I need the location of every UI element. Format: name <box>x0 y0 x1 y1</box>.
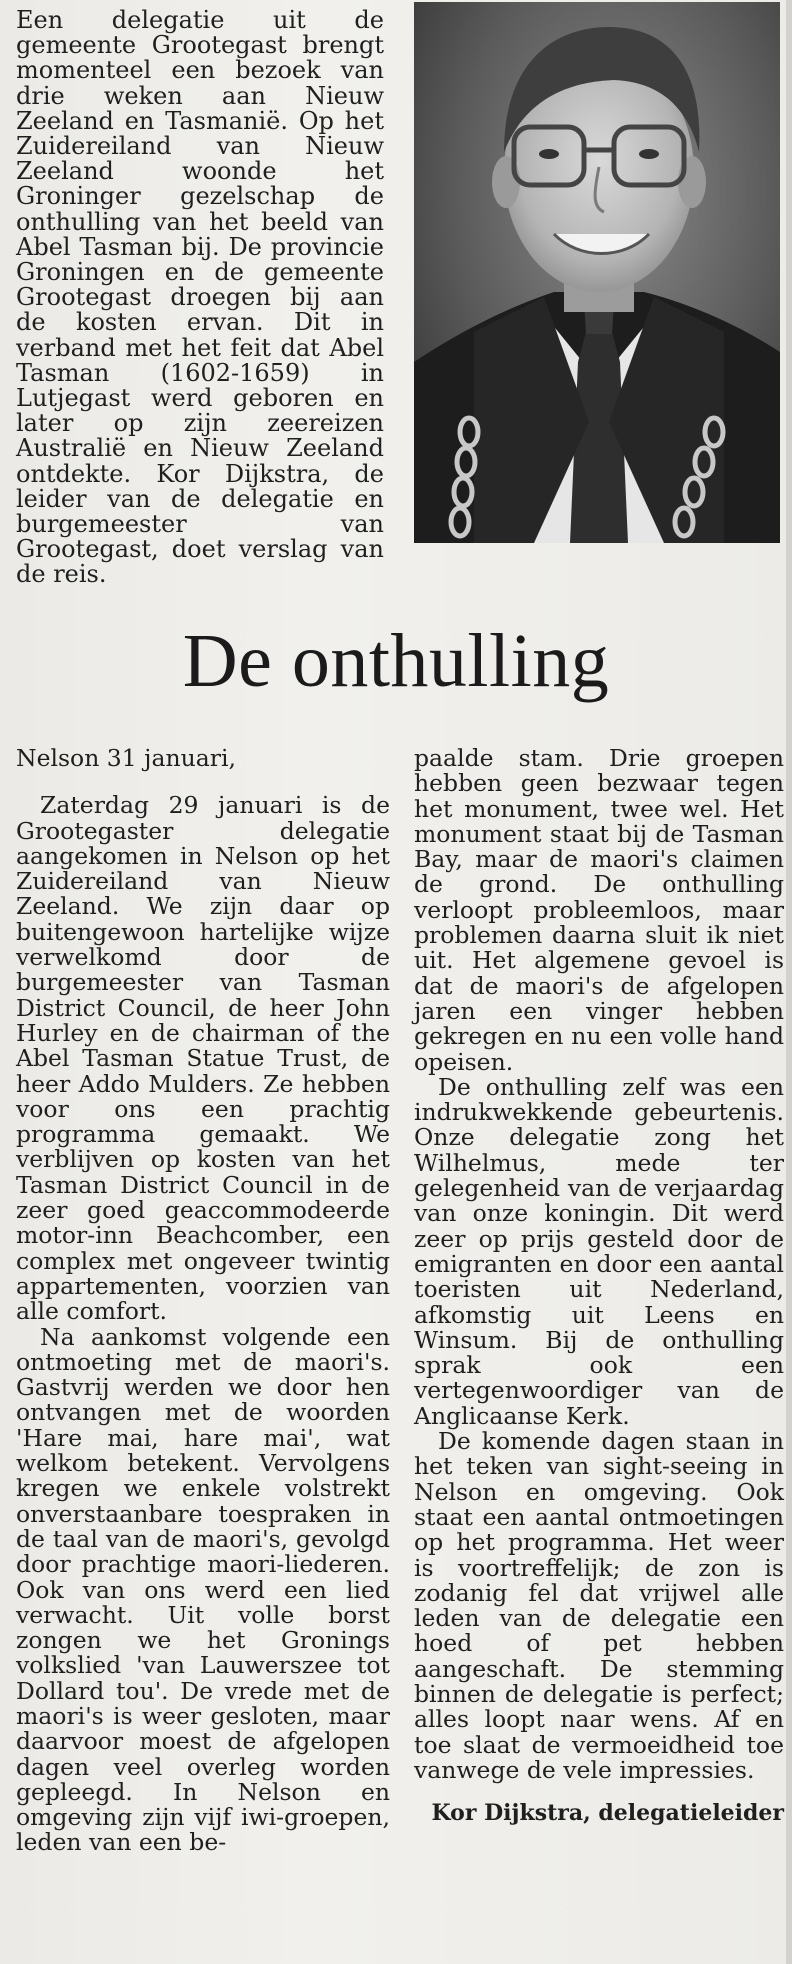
page-edge <box>786 0 792 1964</box>
article-column-left <box>16 746 390 1856</box>
article-paragraph: Na aankomst volgende een ontmoeting met de maori's. Gastvrij werden we door hen ontvangen met de woorden 'Hare mai, hare mai', wat welkom betekent. Vervolgens kregen we enkele volstrekt onverstaanbare toespraken in de taal van de maori's, gevolgd door prachtige maori-liederen. Ook van ons werd een lied verwacht. Uit volle borst zongen we het Gronings volkslied 'van Lauwerszee tot Dollard tou'. De vrede met de maori's is weer gesloten, maar daarvoor moest de afgelopen dagen veel overleg worden gepleegd. In Nelson en omgeving zijn vijf iwi-groepen, leden van een be- <box>16 1322 390 1857</box>
article-column-right <box>414 746 784 1826</box>
headline: De onthulling <box>182 619 610 703</box>
article-paragraph: paalde stam. Drie groepen hebben geen bezwaar tegen het monument, twee wel. Het monument staat bij de Tasman Bay, maar de maori's claimen de grond. De onthulling verloopt probleemloos, maar problemen daarna sluit ik niet uit. Het algemene gevoel is dat de maori's de afgelopen jaren een vinger hebben gekregen en nu een volle hand opeisen. <box>414 744 784 1076</box>
byline: Kor Dijkstra, delegatieleider <box>431 1800 784 1827</box>
portrait-illustration <box>414 2 780 543</box>
dateline: Nelson 31 januari, <box>16 744 236 772</box>
article-paragraph: Zaterdag 29 januari is de Grootegaster delegatie aangekomen in Nelson op het Zuidereiland van Nieuw Zeeland. We zijn daar op buitengewoon hartelijke wijze verwelkomd door de burgemeester van Tasman District Council, de heer John Hurley en de chairman of the Abel Tasman Statue Trust, de heer Addo Mulders. Ze hebben voor ons een prachtig programma gemaakt. We verblijven op kosten van het Tasman District Council in de zeer goed geaccommodeerde motor-inn Beachcomber, een complex met ongeveer twintig appartementen, voorzien van alle comfort. <box>16 791 390 1326</box>
article-paragraph: De onthulling zelf was een indrukwekkende gebeurtenis. Onze delegatie zong het Wilhelmus, mede ter gelegenheid van de verjaardag van onze koningin. Dit werd zeer op prijs gesteld door de emigranten en door een aantal toeristen uit Nederland, afkomstig uit Leens en Winsum. Bij de onthulling sprak ook een vertegenwoordiger van de Anglicaanse Kerk. <box>414 1072 784 1430</box>
portrait-photo <box>414 2 780 543</box>
article-paragraph: De komende dagen staan in het teken van sight-seeing in Nelson en omgeving. Ook staat een aantal ontmoetingen op het programma. Het weer is voortreffelijk; de zon is zodanig fel dat vrijwel alle leden van de delegatie een hoed of pet hebben aangeschaft. De stemming binnen de delegatie is perfect; alles loopt naar wens. Af en toe slaat de vermoeidheid toe vanwege de vele impressies. <box>414 1427 784 1784</box>
intro-text: Een delegatie uit de gemeente Grootegast brengt momenteel een bezoek van drie weken aan Nieuw Zeeland en Tasmanië. Op het Zuidereiland van Nieuw Zeeland woonde het Groninger gezelschap de onthulling van het beeld van Abel Tasman bij. De provincie Groningen en de gemeente Grootegast droegen bij aan de kosten ervan. Dit in verband met het feit dat Abel Tasman (1602-1659) in Lutjegast werd geboren en later op zijn zeereizen Australië en Nieuw Zeeland ontdekte. Kor Dijkstra, de leider van de delegatie en burgemeester van Grootegast, doet verslag van de reis. <box>16 6 384 589</box>
